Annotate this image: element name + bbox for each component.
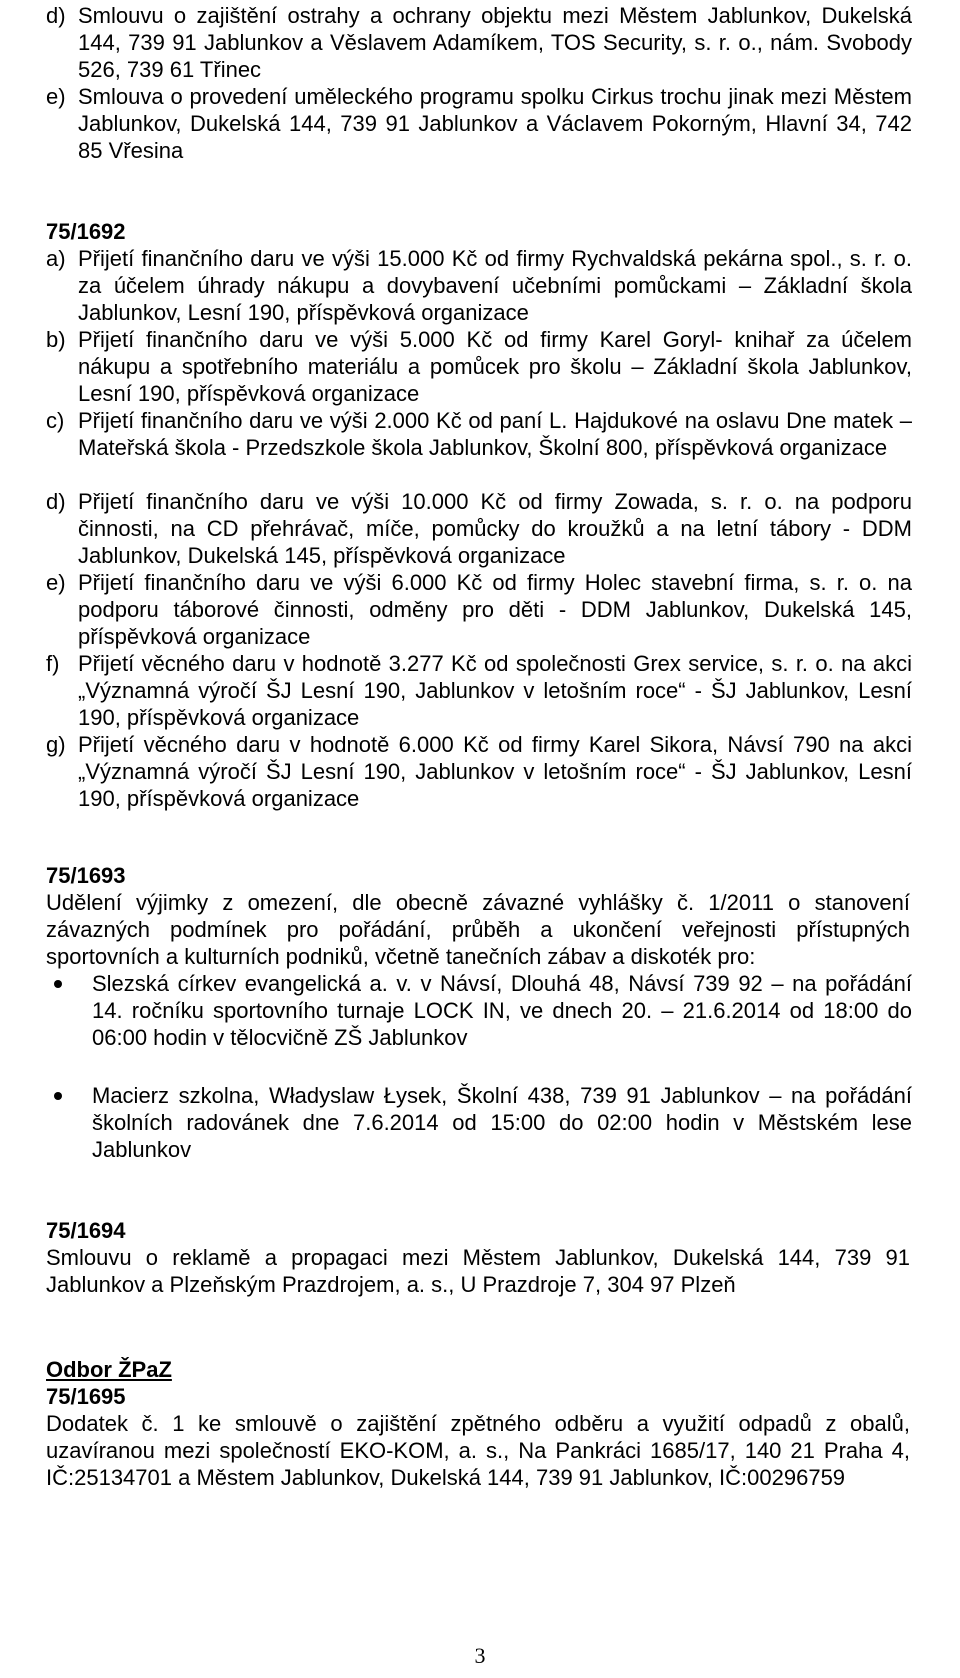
item-marker: d)	[46, 3, 66, 28]
list-item	[46, 2, 912, 83]
resolution-text: Smlouvu o reklamě a propagaci mezi Městem Jablunkov, Dukelská 144, 739 91 Jablunkov a Plzeňským Prazdrojem, a. s., U Prazdroje 7, 304 97 Plzeň	[46, 1245, 910, 1297]
item-text: Přijetí finančního daru ve výši 10.000 Kč od firmy Zowada, s. r. o. na podporu činnosti, na CD přehrávač, míče, pomůcky do kroužků a na letní tábory - DDM Jablunkov, Dukelská 145, příspěvková organizace	[78, 489, 912, 568]
bullet-item	[46, 1082, 912, 1163]
item-text: Přijetí věcného daru v hodnotě 6.000 Kč od firmy Karel Sikora, Návsí 790 na akci „Významná výročí ŠJ Lesní 190, Jablunkov v letošním roce“ - ŠJ Jablunkov, Lesní 190, příspěvková organizace	[78, 732, 912, 811]
bullet-item	[46, 970, 912, 1051]
department-heading: Odbor ŽPaZ	[46, 1357, 172, 1382]
item-text: Smlouva o provedení uměleckého programu spolku Cirkus trochu jinak mezi Městem Jablunkov, Dukelská 144, 739 91 Jablunkov a Václavem Pokorným, Hlavní 34, 742 85 Vřesina	[78, 84, 912, 163]
list-item	[46, 650, 912, 731]
item-text: Přijetí věcného daru v hodnotě 3.277 Kč od společnosti Grex service, s. r. o. na akci „Významná výročí ŠJ Lesní 190, Jablunkov v letošním roce“ - ŠJ Jablunkov, Lesní 190, příspěvková organizace	[78, 651, 912, 730]
item-text: Přijetí finančního daru ve výši 5.000 Kč od firmy Karel Goryl- knihař za účelem nákupu a spotřebního materiálu a pomůcek pro školu – Základní škola Jablunkov, Lesní 190, příspěvková organizace	[78, 327, 912, 406]
item-text: Smlouvu o zajištění ostrahy a ochrany objektu mezi Městem Jablunkov, Dukelská 144, 739 91 Jablunkov a Věslavem Adamíkem, TOS Security, s. r. o., nám. Svobody 526, 739 61 Třinec	[78, 3, 912, 82]
list-item	[46, 569, 912, 650]
item-marker: f)	[46, 651, 60, 676]
bullet-text: Macierz szkolna, Władyslaw Łysek, Školní 438, 739 91 Jablunkov – na pořádání školních radovánek dne 7.6.2014 od 15:00 do 02:00 hodin v Městském lese Jablunkov	[92, 1083, 912, 1162]
list-item	[46, 245, 912, 326]
resolution-number: 75/1694	[46, 1218, 126, 1243]
item-marker: c)	[46, 408, 65, 433]
resolution-number: 75/1692	[46, 219, 126, 244]
list-item	[46, 83, 912, 164]
list-item	[46, 326, 912, 407]
page-number: 3	[474, 1643, 486, 1668]
item-marker: e)	[46, 570, 66, 595]
list-item	[46, 731, 912, 812]
item-marker: d)	[46, 489, 66, 514]
resolution-text: Dodatek č. 1 ke smlouvě o zajištění zpětného odběru a využití odpadů z obalů, uzavíranou mezi společností EKO-KOM, a. s., Na Pankráci 1685/17, 140 21 Praha 4, IČ:25134701 a Městem Jablunkov, Dukelská 144, 739 91 Jablunkov, IČ:00296759	[46, 1411, 910, 1490]
item-text: Přijetí finančního daru ve výši 6.000 Kč od firmy Holec stavební firma, s. r. o. na podporu táborové činnosti, odměny pro děti - DDM Jablunkov, Dukelská 145, příspěvková organizace	[78, 570, 912, 649]
list-item	[46, 407, 912, 461]
item-marker: g)	[46, 732, 66, 757]
list-item	[46, 488, 912, 569]
resolution-number: 75/1695	[46, 1384, 126, 1409]
resolution-text: Udělení výjimky z omezení, dle obecně závazné vyhlášky č. 1/2011 o stanovení závazných podmínek pro pořádání, průběh a ukončení veřejnosti přístupných sportovních a kulturních podniků, včetně tanečních zábav a diskoték pro:	[46, 890, 910, 969]
item-text: Přijetí finančního daru ve výši 2.000 Kč od paní L. Hajdukové na oslavu Dne matek – Mateřská škola - Przedszkole škola Jablunkov, Školní 800, příspěvková organizace	[78, 408, 912, 460]
bullet-text: Slezská církev evangelická a. v. v Návsí, Dlouhá 48, Návsí 739 92 – na pořádání 14. ročníku sportovního turnaje LOCK IN, ve dnech 20. – 21.6.2014 od 18:00 do 06:00 hodin v tělocvičně ZŠ Jablunkov	[92, 971, 912, 1050]
bullet-dot	[54, 980, 62, 988]
bullet-dot	[54, 1092, 62, 1100]
item-marker: e)	[46, 84, 66, 109]
resolution-number: 75/1693	[46, 863, 126, 888]
item-marker: a)	[46, 246, 66, 271]
item-marker: b)	[46, 327, 66, 352]
item-text: Přijetí finančního daru ve výši 15.000 Kč od firmy Rychvaldská pekárna spol., s. r. o. za účelem úhrady nákupu a dovybavení učebními pomůckami – Základní škola Jablunkov, Lesní 190, příspěvková organizace	[78, 246, 912, 325]
